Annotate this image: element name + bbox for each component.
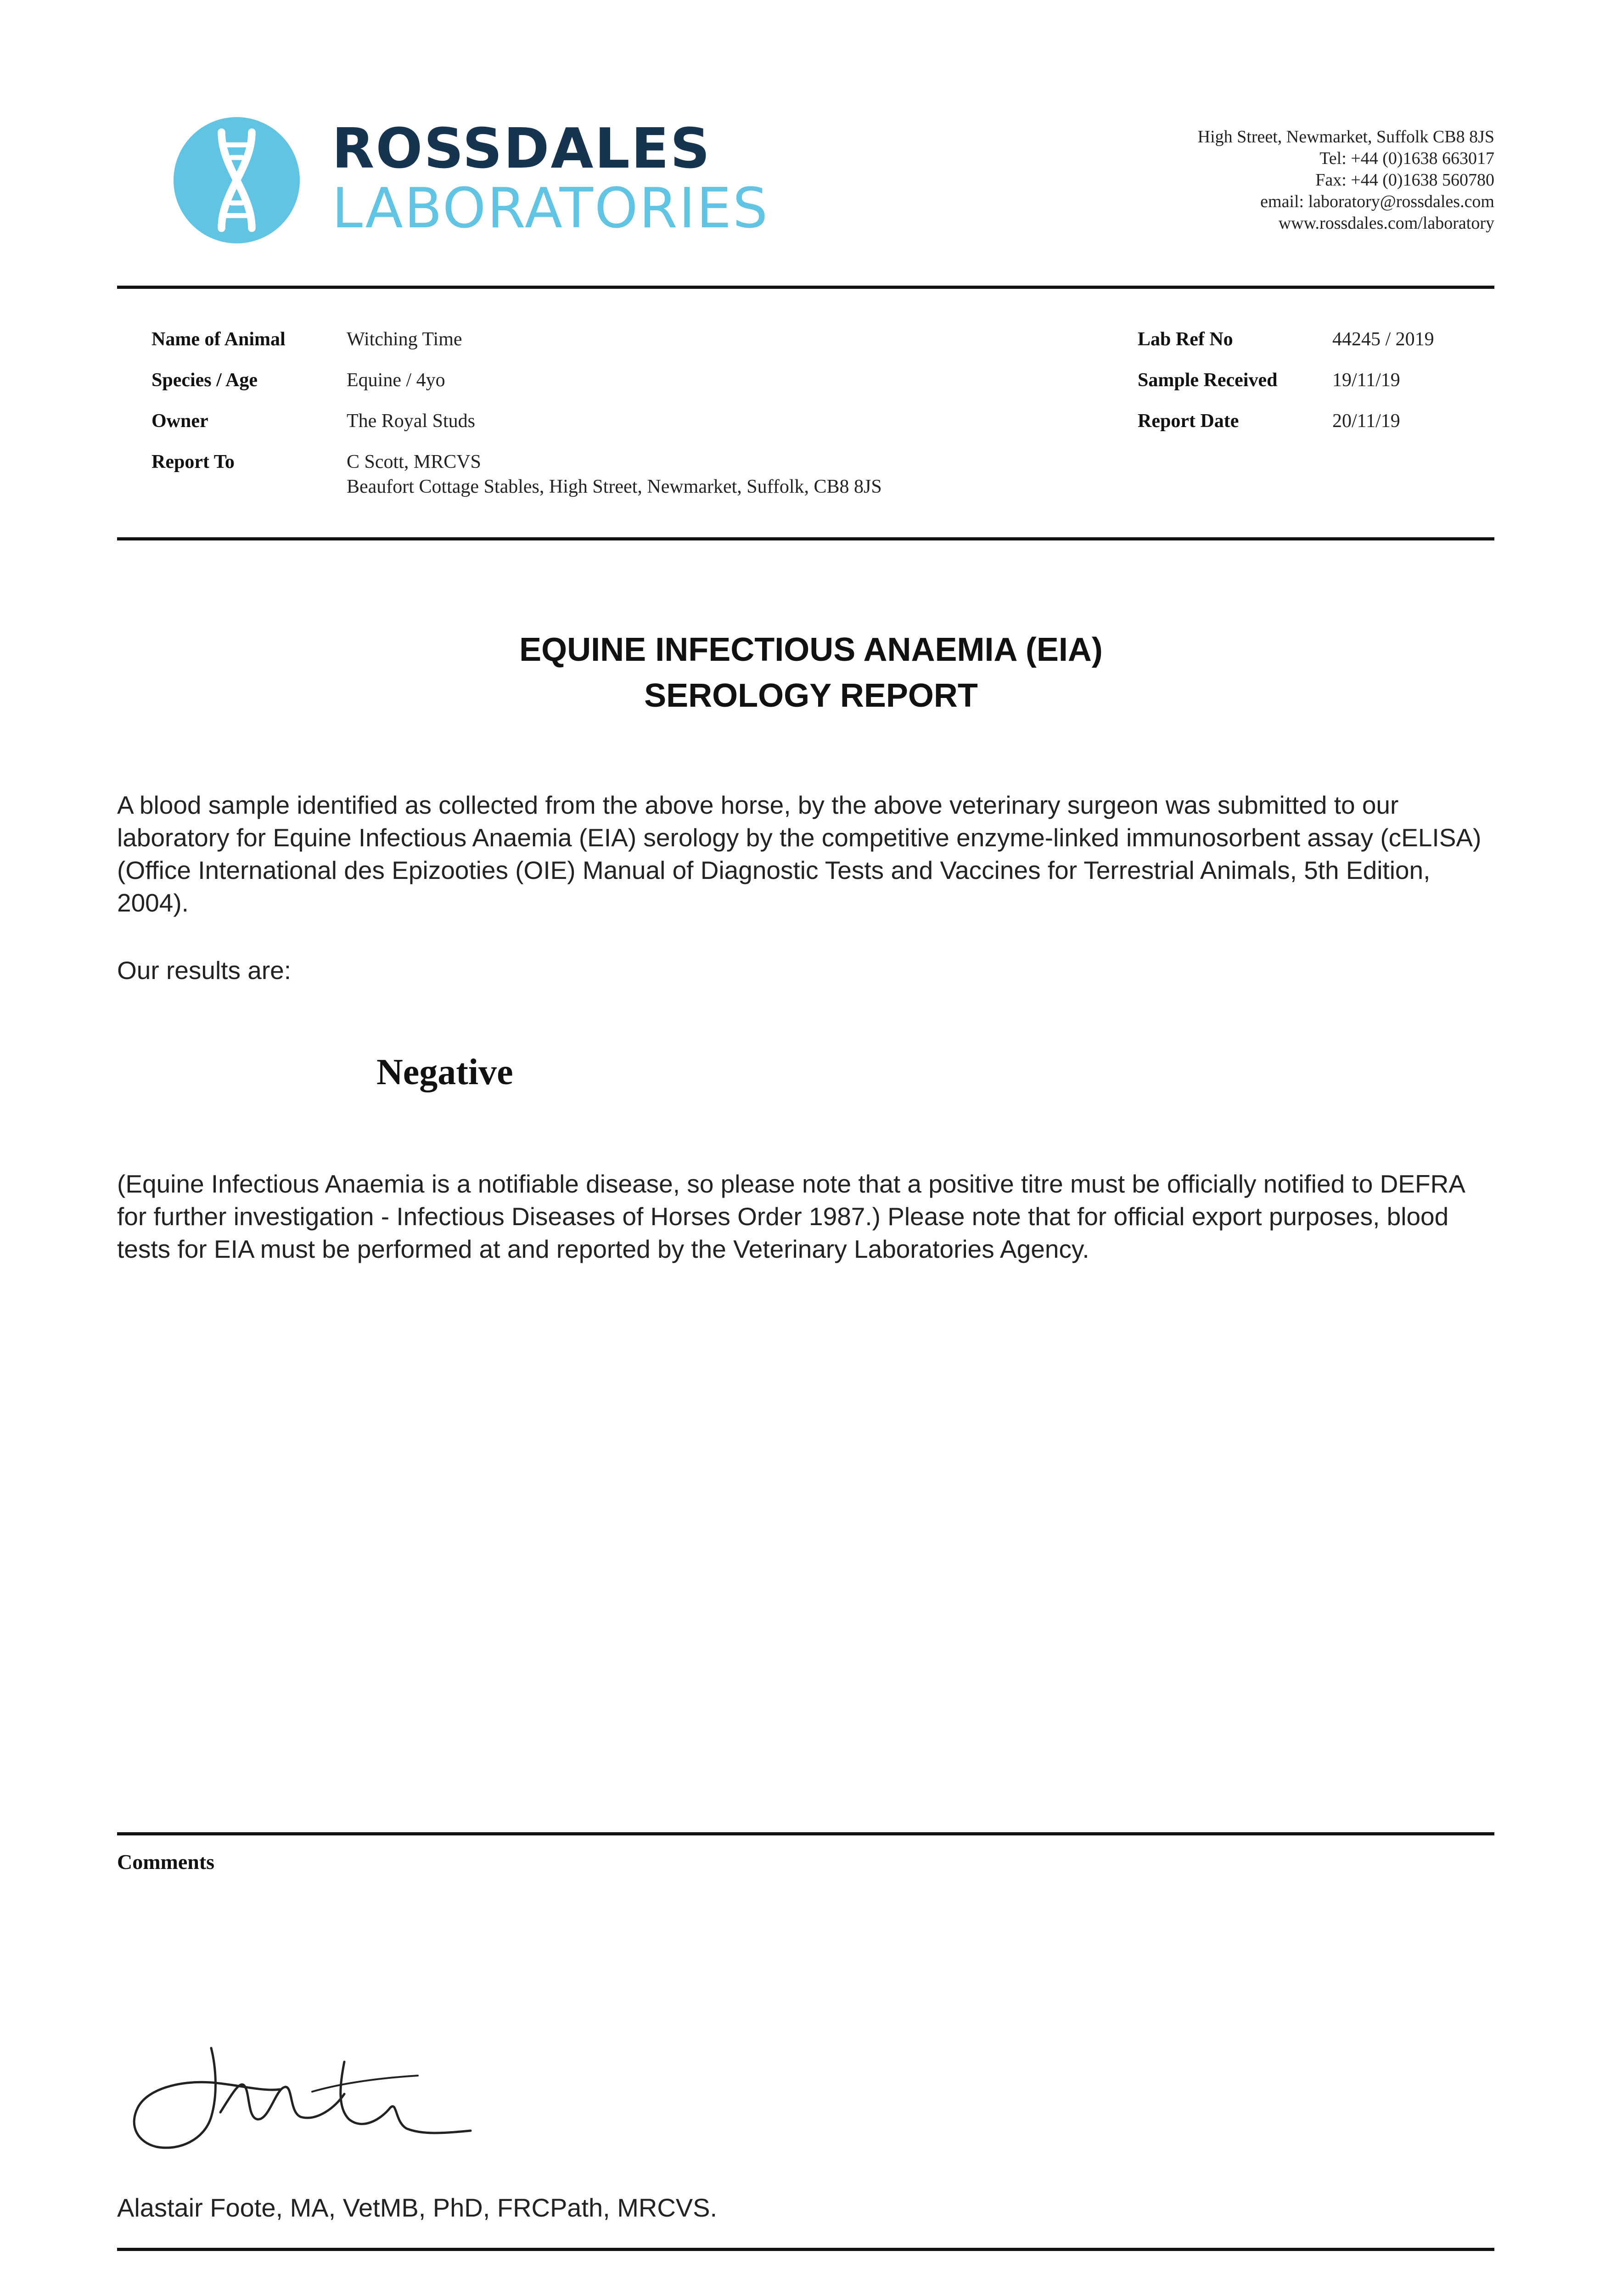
report-title xyxy=(0,627,1622,719)
brand-name-line1: ROSSDALES xyxy=(332,117,712,181)
name-of-animal-value: Witching Time xyxy=(347,329,462,350)
sample-received-value: 19/11/19 xyxy=(1332,370,1400,391)
species-age-value: Equine / 4yo xyxy=(347,370,445,391)
sample-received-label: Sample Received xyxy=(1138,370,1278,391)
website: www.rossdales.com/laboratory xyxy=(1278,214,1494,233)
email: email: laboratory@rossdales.com xyxy=(1260,192,1494,211)
fax: Fax: +44 (0)1638 560780 xyxy=(1315,170,1494,190)
lab-ref-value: 44245 / 2019 xyxy=(1332,329,1434,350)
results-intro: Our results are: xyxy=(117,956,292,985)
report-to-name: C Scott, MRCVS xyxy=(347,451,481,473)
owner-value: The Royal Studs xyxy=(347,411,475,432)
owner-label: Owner xyxy=(152,411,208,432)
header-divider xyxy=(117,286,1494,289)
report-title-line2: SEROLOGY REPORT xyxy=(644,677,978,714)
report-date-label: Report Date xyxy=(1138,411,1239,432)
intro-paragraph: A blood sample identified as collected from the above horse, by the above veterinary surgeon was submitted to our laboratory for Equine Infectious Anaemia (EIA) serology by the competitive enzyme-linked immunosorbent assay (cELISA) (Office International des Epizooties (OIE) Manual of Diagnostic Tests and Vaccines for Terrestrial Animals, 5th Edition, 2004). xyxy=(117,791,1482,917)
address: High Street, Newmarket, Suffolk CB8 8JS xyxy=(1197,127,1494,146)
footer-divider xyxy=(117,2248,1494,2251)
info-divider xyxy=(117,537,1494,540)
report-to-address: Beaufort Cottage Stables, High Street, Newmarket, Suffolk, CB8 8JS xyxy=(347,476,882,497)
comments-divider xyxy=(117,1832,1494,1835)
lab-ref-label: Lab Ref No xyxy=(1138,329,1233,350)
report-to-label: Report To xyxy=(152,451,235,473)
contact-block xyxy=(1198,126,1494,234)
comments-label: Comments xyxy=(117,1850,215,1874)
species-age-label: Species / Age xyxy=(152,370,258,391)
notifiable-disease-note: (Equine Infectious Anaemia is a notifiable disease, so please note that a positive titre must be officially notified to DEFRA for further investigation - Infectious Diseases of Horses Order 1987.) Please note that for official export purposes, blood tests for EIA must be performed at and reported by the Veterinary Laboratories Agency. xyxy=(117,1170,1464,1263)
dna-helix-icon xyxy=(174,117,300,243)
brand-name-line2: LABORATORIES xyxy=(332,177,769,241)
report-title-line1: EQUINE INFECTIOUS ANAEMIA (EIA) xyxy=(519,631,1103,668)
test-result: Negative xyxy=(376,1052,513,1092)
signatory-name: Alastair Foote, MA, VetMB, PhD, FRCPath, MRCVS. xyxy=(117,2193,718,2222)
signature-image xyxy=(124,2039,477,2163)
name-of-animal-label: Name of Animal xyxy=(152,329,286,350)
report-date-value: 20/11/19 xyxy=(1332,411,1400,432)
telephone: Tel: +44 (0)1638 663017 xyxy=(1319,149,1494,168)
